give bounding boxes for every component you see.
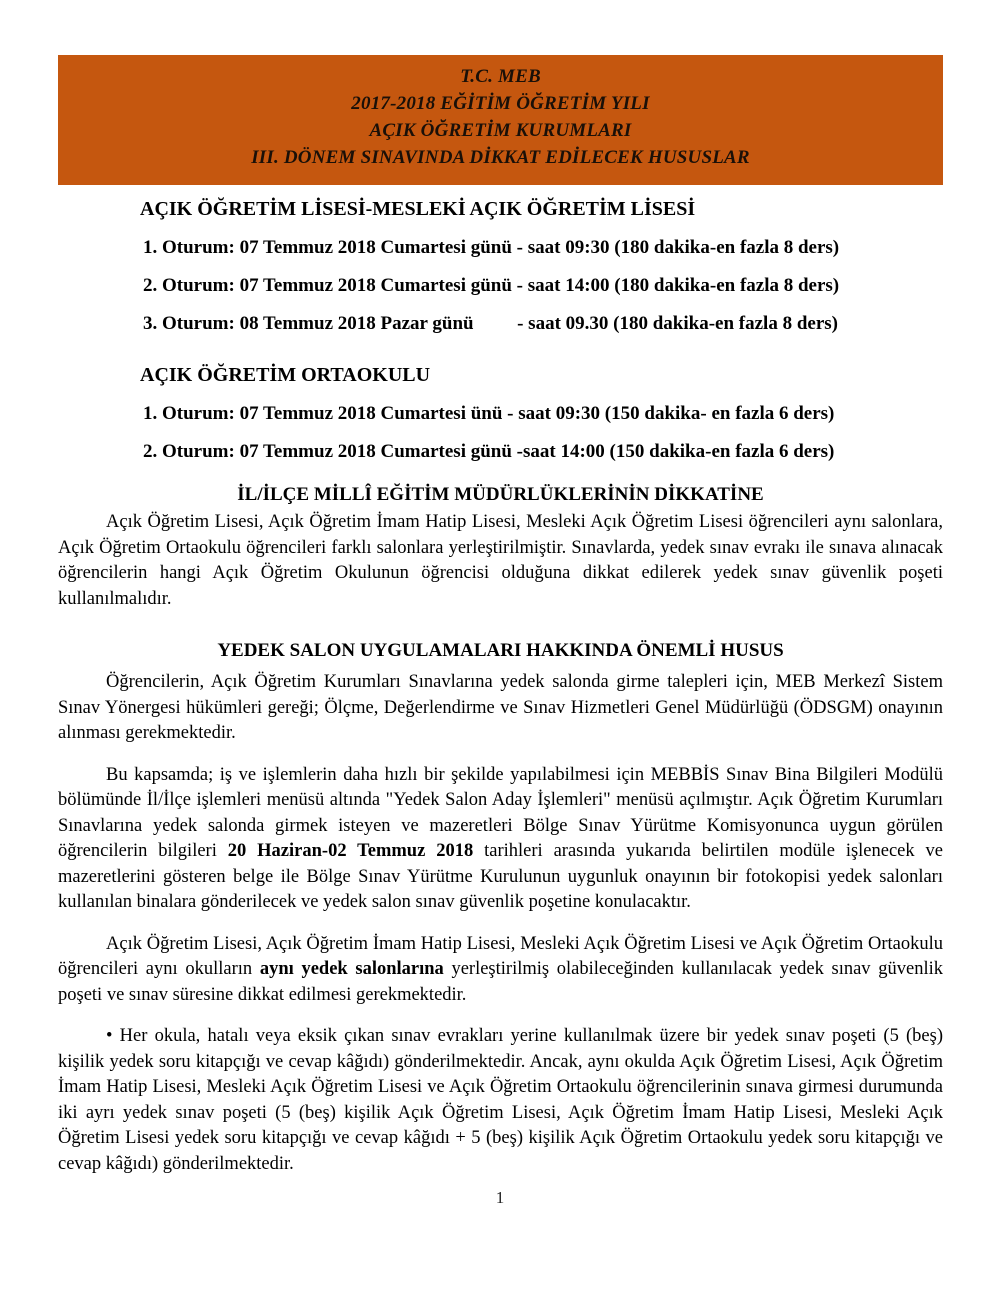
- title-line-3: AÇIK ÖĞRETİM KURUMLARI: [369, 120, 632, 141]
- title-line-2: 2017-2018 EĞİTİM ÖĞRETİM YILI: [351, 93, 650, 114]
- section-heading-lise: AÇIK ÖĞRETİM LİSESİ-MESLEKİ AÇIK ÖĞRETİM LİSESİ: [140, 198, 696, 220]
- mudurlukler-paragraph: Açık Öğretim Lisesi, Açık Öğretim İmam Hatip Lisesi, Mesleki Açık Öğretim Lisesi öğrencileri aynı salonlara, Açık Öğretim Ortaokulu öğrencileri farklı salonlara yerleştirilmiştir. Sınavlarda, yedek sınav evrakı ile sınava alınacak öğrencilerin hangi Açık Öğretim Okulunun öğrencisi olduğuna dikkat edilerek yedek sınav güvenlik poşeti kullanılmalıdır.: [58, 512, 943, 609]
- ortaokul-session-1: 1. Oturum: 07 Temmuz 2018 Cumartesi ünü - saat 09:30 (150 dakika- en fazla 6 ders): [143, 403, 835, 424]
- yedek-salon-paragraph-2-part-a: Bu kapsamda; iş ve işlemlerin daha hızlı bir şekilde yapılabilmesi için MEBBİS Sınav Bina Bilgileri Modülü bölümünde İl/İlçe işlemleri menüsü altında "Yedek Salon Aday İşlemleri" menüsü açılmıştır. Açık Öğretim Kurumları Sınavlarına yedek salonda girmek isteyen ve mazeretleri Bölge Sınav Yürütme Komisyonunca uygun görülen öğrencilerin bilgileri: [58, 764, 943, 861]
- yedek-salon-paragraph-1: Öğrencilerin, Açık Öğretim Kurumları Sınavlarına yedek salonda girme talepleri için, MEB Merkezî Sistem Sınav Yönergesi hükümleri gereği; Ölçme, Değerlendirme ve Sınav Hizmetleri Genel Müdürlüğü (ÖDSGM) onayının alınması gerekmektedir.: [58, 672, 943, 743]
- section-heading-mudurlukler: İL/İLÇE MİLLÎ EĞİTİM MÜDÜRLÜKLERİNİN DİKKATİNE: [237, 484, 764, 505]
- section-heading-yedek-salon: YEDEK SALON UYGULAMALARI HAKKINDA ÖNEMLİ HUSUS: [217, 640, 784, 661]
- lise-session-3-time: - saat 09.30 (180 dakika-en fazla 8 ders): [517, 313, 838, 334]
- page-number: 1: [495, 1188, 505, 1207]
- lise-session-2: 2. Oturum: 07 Temmuz 2018 Cumartesi günü - saat 14:00 (180 dakika-en fazla 8 ders): [143, 275, 840, 296]
- document-body: [58, 190, 943, 1183]
- yedek-salon-paragraph-2: [58, 763, 943, 916]
- yedek-salon-paragraph-3: [58, 932, 943, 1009]
- lise-session-3: [143, 312, 943, 336]
- lise-session-3-date: 3. Oturum: 08 Temmuz 2018 Pazar günü: [143, 313, 474, 334]
- document-title-banner: [58, 55, 943, 185]
- section-heading-ortaokul: AÇIK ÖĞRETİM ORTAOKULU: [140, 364, 431, 386]
- title-line-4: III. DÖNEM SINAVINDA DİKKAT EDİLECEK HUSUSLAR: [251, 147, 750, 168]
- yedek-salon-paragraph-3-part-b: yerleştirilmiş olabileceğinden kullanılacak yedek sınav güvenlik poşeti ve sınav süresine dikkat edilmesi gerekmektedir.: [58, 959, 943, 1005]
- lise-session-1: 1. Oturum: 07 Temmuz 2018 Cumartesi günü - saat 09:30 (180 dakika-en fazla 8 ders): [143, 237, 840, 258]
- ortaokul-session-2: 2. Oturum: 07 Temmuz 2018 Cumartesi günü -saat 14:00 (150 dakika-en fazla 6 ders): [143, 441, 835, 462]
- yedek-salon-paragraph-4: • Her okula, hatalı veya eksik çıkan sınav evrakları yerine kullanılmak üzere bir yedek sınav poşeti (5 (beş) kişilik yedek soru kitapçığı ve cevap kâğıdı) gönderilmektedir. Ancak, aynı okulda Açık Öğretim Lisesi, Açık Öğretim İmam Hatip Lisesi, Mesleki Açık Öğretim Lisesi ve Açık Öğretim Ortaokulu öğrencilerinin sınava girmesi durumunda iki ayrı yedek sınav poşeti (5 (beş) kişilik Açık Öğretim Lisesi, Açık Öğretim İmam Hatip Lisesi, Mesleki Açık Öğretim Lisesi yedek soru kitapçığı ve cevap kâğıdı + 5 (beş) kişilik Açık Öğretim Ortaokulu yedek soru kitapçığı ve cevap kâğıdı) gönderilmektedir.: [58, 1026, 943, 1174]
- yedek-salon-date-range: 20 Haziran-02 Temmuz 2018: [227, 841, 474, 861]
- yedek-salon-paragraph-2-part-b: tarihleri arasında yukarıda belirtilen modüle işlenecek ve mazeretlerini gösteren belge ile Bölge Sınav Yürütme Kurulunun uygunluk onayının bir fotokopisi yedek salonları kullanılan binalara gönderilecek ve yedek salon sınav güvenlik poşetine konulacaktır.: [58, 841, 944, 912]
- yedek-salon-paragraph-3-part-a: Açık Öğretim Lisesi, Açık Öğretim İmam Hatip Lisesi, Mesleki Açık Öğretim Lisesi ve Açık Öğretim Ortaokulu öğrencileri aynı okulların: [58, 933, 943, 979]
- ayni-yedek-salonlarina-emphasis: aynı yedek salonlarına: [259, 959, 444, 979]
- title-line-1: T.C. MEB: [460, 66, 541, 87]
